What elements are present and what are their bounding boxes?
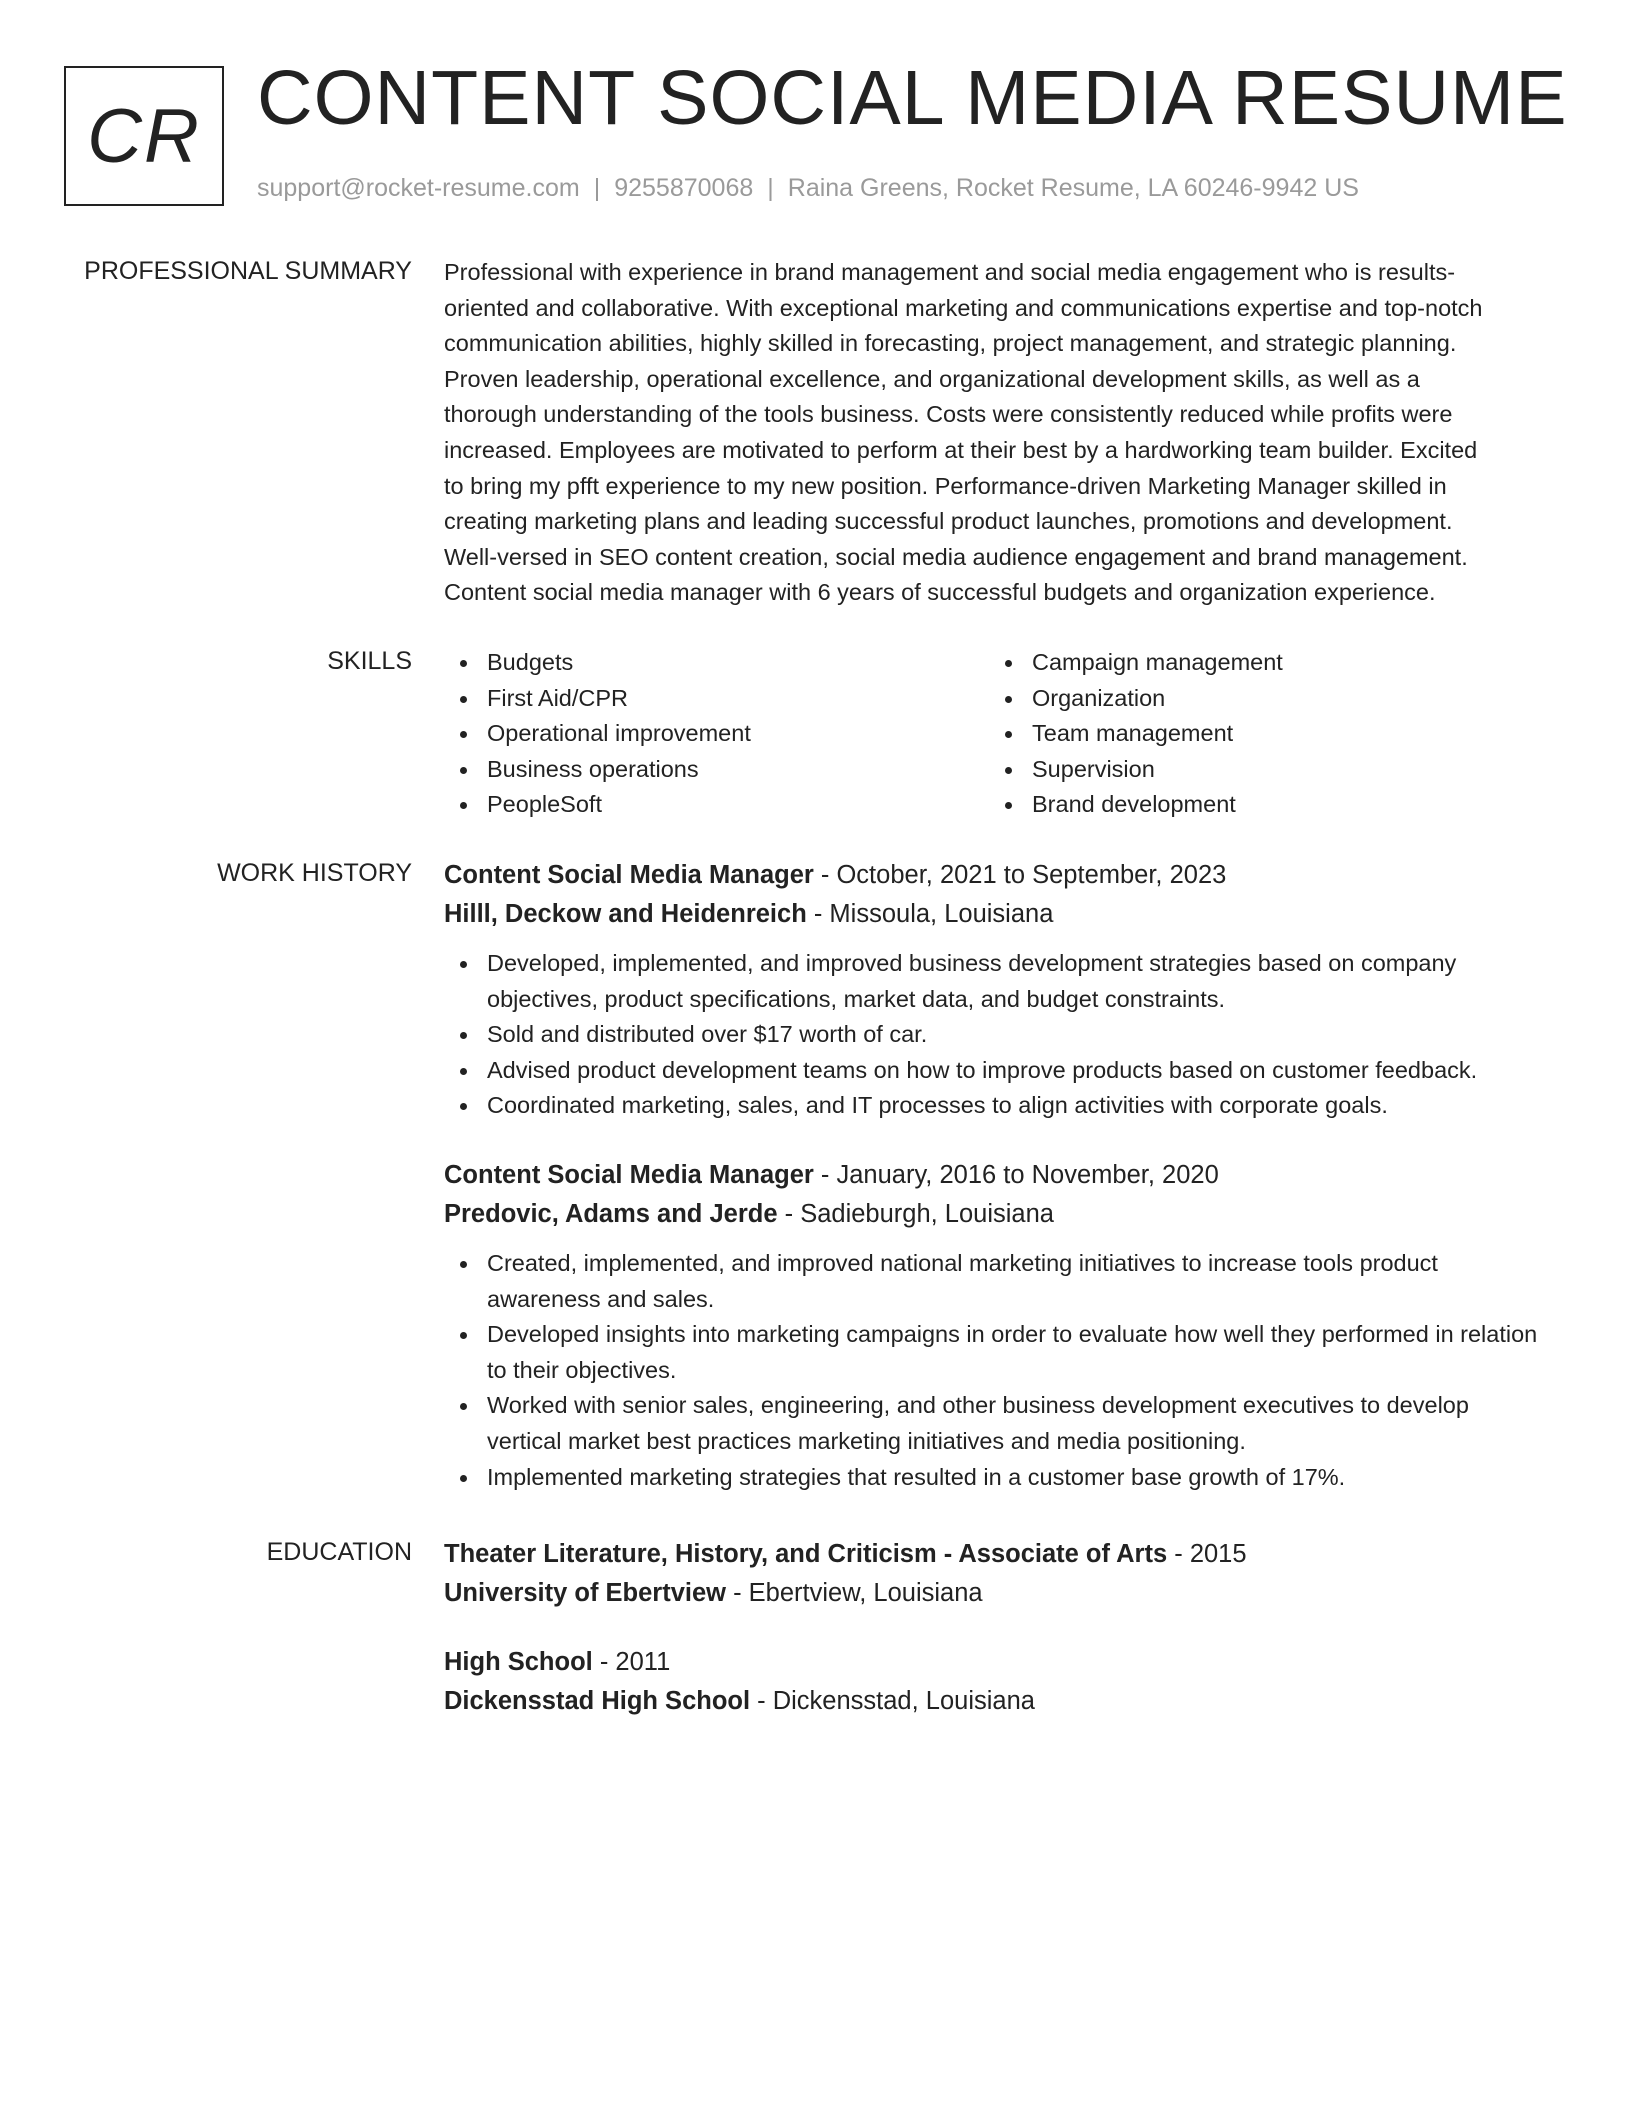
summary-line: oriented and collaborative. With exceptional marketing and communications expertise and top-notch <box>444 294 1483 321</box>
contact-separator: | <box>593 174 601 202</box>
summary-line: Professional with experience in brand management and social media engagement who is results- <box>444 259 1456 285</box>
job-dates: - January, 2016 to November, 2020 <box>813 1160 1219 1189</box>
education-entry <box>444 1643 1544 1721</box>
section-heading: EDUCATION <box>266 1538 412 1566</box>
contact-address: Raina Greens, Rocket Resume, LA 60246-9942 US <box>787 174 1359 202</box>
job-company-line <box>444 1195 1544 1234</box>
summary-line: communication abilities, highly skilled in forecasting, project management, and strategic planning. <box>444 330 1457 357</box>
skills-list <box>444 645 1544 823</box>
education-location: - Dickensstad, Louisiana <box>750 1687 1035 1715</box>
job-entry <box>444 856 1544 1124</box>
job-title: Content Social Media Manager <box>444 861 814 889</box>
education-location: - Ebertview, Louisiana <box>726 1579 983 1607</box>
contact-line <box>257 174 1359 203</box>
job-title-line <box>444 1156 1544 1195</box>
job-company-line <box>444 895 1544 934</box>
education-year: - 2011 <box>592 1648 671 1676</box>
job-title: Content Social Media Manager <box>444 1160 814 1189</box>
contact-separator: | <box>767 174 774 202</box>
education-school: University of Ebertview <box>444 1579 727 1607</box>
job-title-line <box>444 856 1544 895</box>
contact-email: support@rocket-resume.com <box>257 174 580 202</box>
skill-item: PeopleSoft <box>444 787 989 823</box>
summary-line: thorough understanding of the tools business. Costs were consistently reduced while profits were <box>444 401 1453 428</box>
education-school-line <box>444 1574 1544 1613</box>
skill-item: Business operations <box>444 752 989 788</box>
education-degree: High School <box>444 1648 593 1676</box>
job-location: - Sadieburgh, Louisiana <box>777 1199 1054 1228</box>
monogram-initials: CR <box>87 93 201 179</box>
job-dates: - October, 2021 to September, 2023 <box>813 861 1227 889</box>
section-heading: WORK HISTORY <box>217 859 412 887</box>
education-degree-line <box>444 1535 1544 1574</box>
resume-title: CONTENT SOCIAL MEDIA RESUME <box>257 55 1568 141</box>
skill-item: First Aid/CPR <box>444 681 989 717</box>
education-school-line <box>444 1682 1544 1721</box>
job-bullet: Developed, implemented, and improved business development strategies based on company objectives, product specifications, market data, and budget constraints. <box>444 946 1544 1017</box>
education-degree-line <box>444 1643 1544 1682</box>
summary-line: Proven leadership, operational excellence, and organizational development skills, as well as a <box>444 365 1420 392</box>
section-heading: PROFESSIONAL SUMMARY <box>84 257 412 285</box>
skill-item: Budgets <box>444 645 989 681</box>
skill-item: Operational improvement <box>444 716 989 752</box>
education-year: - 2015 <box>1167 1540 1247 1568</box>
summary-line: increased. Employees are motivated to perform at their best by a hardworking team builder. Excited <box>444 436 1478 463</box>
skill-item: Organization <box>989 681 1534 717</box>
monogram-logo <box>64 66 224 206</box>
contact-phone: 9255870068 <box>614 174 754 202</box>
job-company: Hilll, Deckow and Heidenreich <box>444 900 807 928</box>
summary-line: Content social media manager with 6 years of successful budgets and organization experience. <box>444 579 1436 606</box>
summary-line: Well-versed in SEO content creation, social media audience engagement and brand management. <box>444 543 1468 570</box>
skill-item: Brand development <box>989 787 1534 823</box>
skill-item: Supervision <box>989 752 1534 788</box>
skills-column-left <box>444 645 989 823</box>
work-history-body <box>444 856 1544 1495</box>
summary-body <box>444 255 1544 611</box>
job-bullet: Implemented marketing strategies that resulted in a customer base growth of 17%. <box>444 1460 1544 1496</box>
education-school: Dickensstad High School <box>444 1687 751 1715</box>
education-entry <box>444 1535 1544 1613</box>
job-bullet: Worked with senior sales, engineering, and other business development executives to develop vertical market best practices marketing initiatives and media positioning. <box>444 1388 1544 1459</box>
job-bullet: Coordinated marketing, sales, and IT processes to align activities with corporate goals. <box>444 1088 1544 1124</box>
section-heading: SKILLS <box>327 647 412 675</box>
skill-item: Team management <box>989 716 1534 752</box>
skill-item: Campaign management <box>989 645 1534 681</box>
job-location: - Missoula, Louisiana <box>806 900 1054 928</box>
job-company: Predovic, Adams and Jerde <box>444 1199 778 1228</box>
summary-line: creating marketing plans and leading successful product launches, promotions and development. <box>444 508 1453 535</box>
summary-line: to bring my pfft experience to my new position. Performance-driven Marketing Manager skilled in <box>444 472 1447 499</box>
job-bullets <box>444 1246 1544 1495</box>
skills-column-right <box>989 645 1534 823</box>
education-body <box>444 1535 1544 1721</box>
job-bullet: Sold and distributed over $17 worth of car. <box>444 1017 1544 1053</box>
job-bullet: Created, implemented, and improved national marketing initiatives to increase tools product awareness and sales. <box>444 1246 1544 1317</box>
job-bullets <box>444 946 1544 1124</box>
job-entry <box>444 1156 1544 1495</box>
job-bullet: Advised product development teams on how to improve products based on customer feedback. <box>444 1053 1544 1089</box>
education-degree: Theater Literature, History, and Criticism - Associate of Arts <box>444 1540 1168 1568</box>
job-bullet: Developed insights into marketing campaigns in order to evaluate how well they performed in relation to their objectives. <box>444 1317 1544 1388</box>
